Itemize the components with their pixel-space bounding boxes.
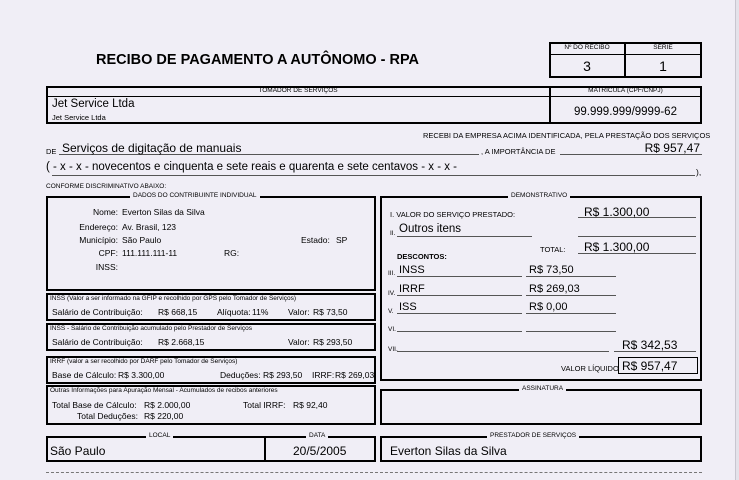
inss-gfip-valor-label: Valor: — [288, 307, 310, 317]
local-label: LOCAL — [146, 432, 173, 439]
total-label: TOTAL: — [540, 245, 566, 254]
page-title: RECIBO DE PAGAMENTO A AUTÔNOMO - RPA — [96, 52, 420, 68]
assinatura-box — [380, 389, 702, 425]
nome-value: Everton Silas da Silva — [122, 207, 205, 217]
local-value: São Paulo — [50, 444, 106, 458]
irrf-deducoes-label: Deduções: — [220, 370, 261, 380]
cpf-value: 111.111.111-11 — [122, 248, 178, 258]
d3-num: III. — [388, 270, 396, 277]
outras-total-irrf: R$ 92,40 — [293, 400, 328, 410]
endereco-label: Endereço: — [79, 222, 118, 232]
assinatura-label: ASSINATURA — [519, 385, 566, 392]
d5-label: ISS — [399, 301, 417, 313]
d7-value: R$ 342,53 — [622, 338, 678, 352]
d4-num: IV. — [388, 290, 396, 297]
contribuinte-label: DADOS DO CONTRIBUINTE INDIVIDUAL — [130, 192, 260, 199]
rg-label: RG: — [224, 248, 240, 258]
irrf-deducoes: R$ 293,50 — [263, 370, 303, 380]
outras-total-deducoes-label: Total Deduções: — [77, 411, 138, 421]
municipio-label: Município: — [79, 235, 118, 245]
municipio-value: São Paulo — [122, 235, 162, 245]
irrf-base-label: Base de Cálculo: — [52, 370, 117, 380]
tomador-name: Jet Service Ltda — [52, 98, 135, 110]
liquido-label: VALOR LÍQUIDO — [561, 364, 619, 373]
inss-label: INSS: — [95, 262, 118, 272]
data-label: DATA — [306, 432, 328, 439]
no-recibo-label: Nº DO RECIBO — [564, 44, 610, 51]
liquido-value: R$ 957,47 — [622, 359, 678, 373]
outras-total-base-label: Total Base de Cálculo: — [52, 400, 137, 410]
irrf-base: R$ 3.300,00 — [118, 370, 165, 380]
total-value: R$ 1.300,00 — [584, 240, 650, 254]
tomador-label: TOMADOR DE SERVIÇOS — [258, 87, 338, 94]
inss-acum-label: INSS - Salário de Contribuição acumulado pelo Prestador de Serviços — [50, 325, 252, 332]
importancia-label: , A IMPORTÂNCIA DE — [481, 147, 556, 156]
inss-acum-valor-label: Valor: — [288, 337, 310, 347]
inss-gfip-label: INSS (Valor a ser informado na GFIP e recolhido por GPS pelo Tomador de Serviços) — [50, 295, 297, 302]
inss-gfip-valor: R$ 73,50 — [313, 307, 348, 317]
inss-gfip-salario: R$ 668,15 — [158, 307, 198, 317]
d4-label: IRRF — [399, 283, 425, 295]
no-recibo-value: 3 — [583, 58, 591, 74]
item2-label: Outros itens — [399, 223, 461, 235]
descontos-label: DESCONTOS: — [397, 252, 447, 261]
d5-num: V. — [388, 308, 394, 315]
item2-num: II. — [390, 230, 396, 237]
matricula-label: MATRÍCULA (CPF/CNPJ) — [588, 87, 663, 94]
inss-acum-valor: R$ 293,50 — [313, 337, 353, 347]
estado-label: Estado: — [301, 235, 330, 245]
de-label: DE — [46, 147, 57, 156]
demonstrativo-label: DEMONSTRATIVO — [508, 192, 570, 199]
item1-value: R$ 1.300,00 — [584, 205, 650, 219]
irrf-label: IRRF (valor a ser recolhido por DARF pelo Tomador de Serviços) — [50, 358, 238, 365]
d6-num: VI. — [388, 326, 396, 333]
outras-total-deducoes: R$ 220,00 — [144, 411, 184, 421]
serie-label: SÉRIE — [653, 44, 673, 51]
inss-acum-salario-label: Salário de Contribuição: — [52, 337, 143, 347]
endereco-value: Av. Brasil, 123 — [122, 222, 177, 232]
outras-total-base: R$ 2.000,00 — [144, 400, 191, 410]
serie-value: 1 — [659, 58, 667, 74]
estado-value: SP — [336, 235, 348, 245]
item1-label: I. VALOR DO SERVIÇO PRESTADO: — [390, 210, 516, 219]
cut-line — [46, 472, 702, 473]
inss-gfip-salario-label: Salário de Contribuição: — [52, 307, 143, 317]
data-value: 20/5/2005 — [293, 444, 347, 458]
inss-gfip-aliquota-label: Alíquota: — [217, 307, 251, 317]
outras-label: Outras Informações para Apuração Mensal - Acumulados de recibos anteriores — [50, 387, 278, 394]
irrf-irrf-label: IRRF: — [312, 370, 335, 380]
inss-acum-salario: R$ 2.668,15 — [158, 337, 205, 347]
service-amount: R$ 957,47 — [644, 141, 700, 155]
close-paren: ), — [696, 167, 702, 177]
irrf-irrf: R$ 269,03 — [335, 370, 375, 380]
page-edge — [735, 0, 739, 480]
d3-label: INSS — [399, 264, 425, 276]
prestador-value: Everton Silas da Silva — [390, 444, 507, 458]
d3-value: R$ 73,50 — [529, 264, 574, 276]
matricula-value: 99.999.999/9999-62 — [574, 106, 677, 118]
prestador-label: PRESTADOR DE SERVIÇOS — [487, 432, 579, 439]
inss-gfip-aliquota: 11% — [252, 307, 269, 317]
outras-total-irrf-label: Total IRRF: — [243, 400, 286, 410]
nome-label: Nome: — [92, 207, 118, 217]
recebi-text: RECEBI DA EMPRESA ACIMA IDENTIFICADA, PELA PRESTAÇÃO DOS SERVIÇOS — [423, 131, 711, 140]
d7-num: VII. — [388, 346, 398, 353]
d4-value: R$ 269,03 — [529, 283, 580, 295]
service-description: Serviços de digitação de manuais — [62, 141, 242, 155]
tomador-name-small: Jet Service Ltda — [52, 113, 106, 122]
amount-in-words: ( - x - x - novecentos e cinquenta e sete reais e quarenta e sete centavos - x - x - — [46, 161, 458, 173]
conforme-text: CONFORME DISCRIMINATIVO ABAIXO: — [46, 183, 167, 190]
cpf-label: CPF: — [98, 248, 118, 258]
d5-value: R$ 0,00 — [529, 301, 568, 313]
